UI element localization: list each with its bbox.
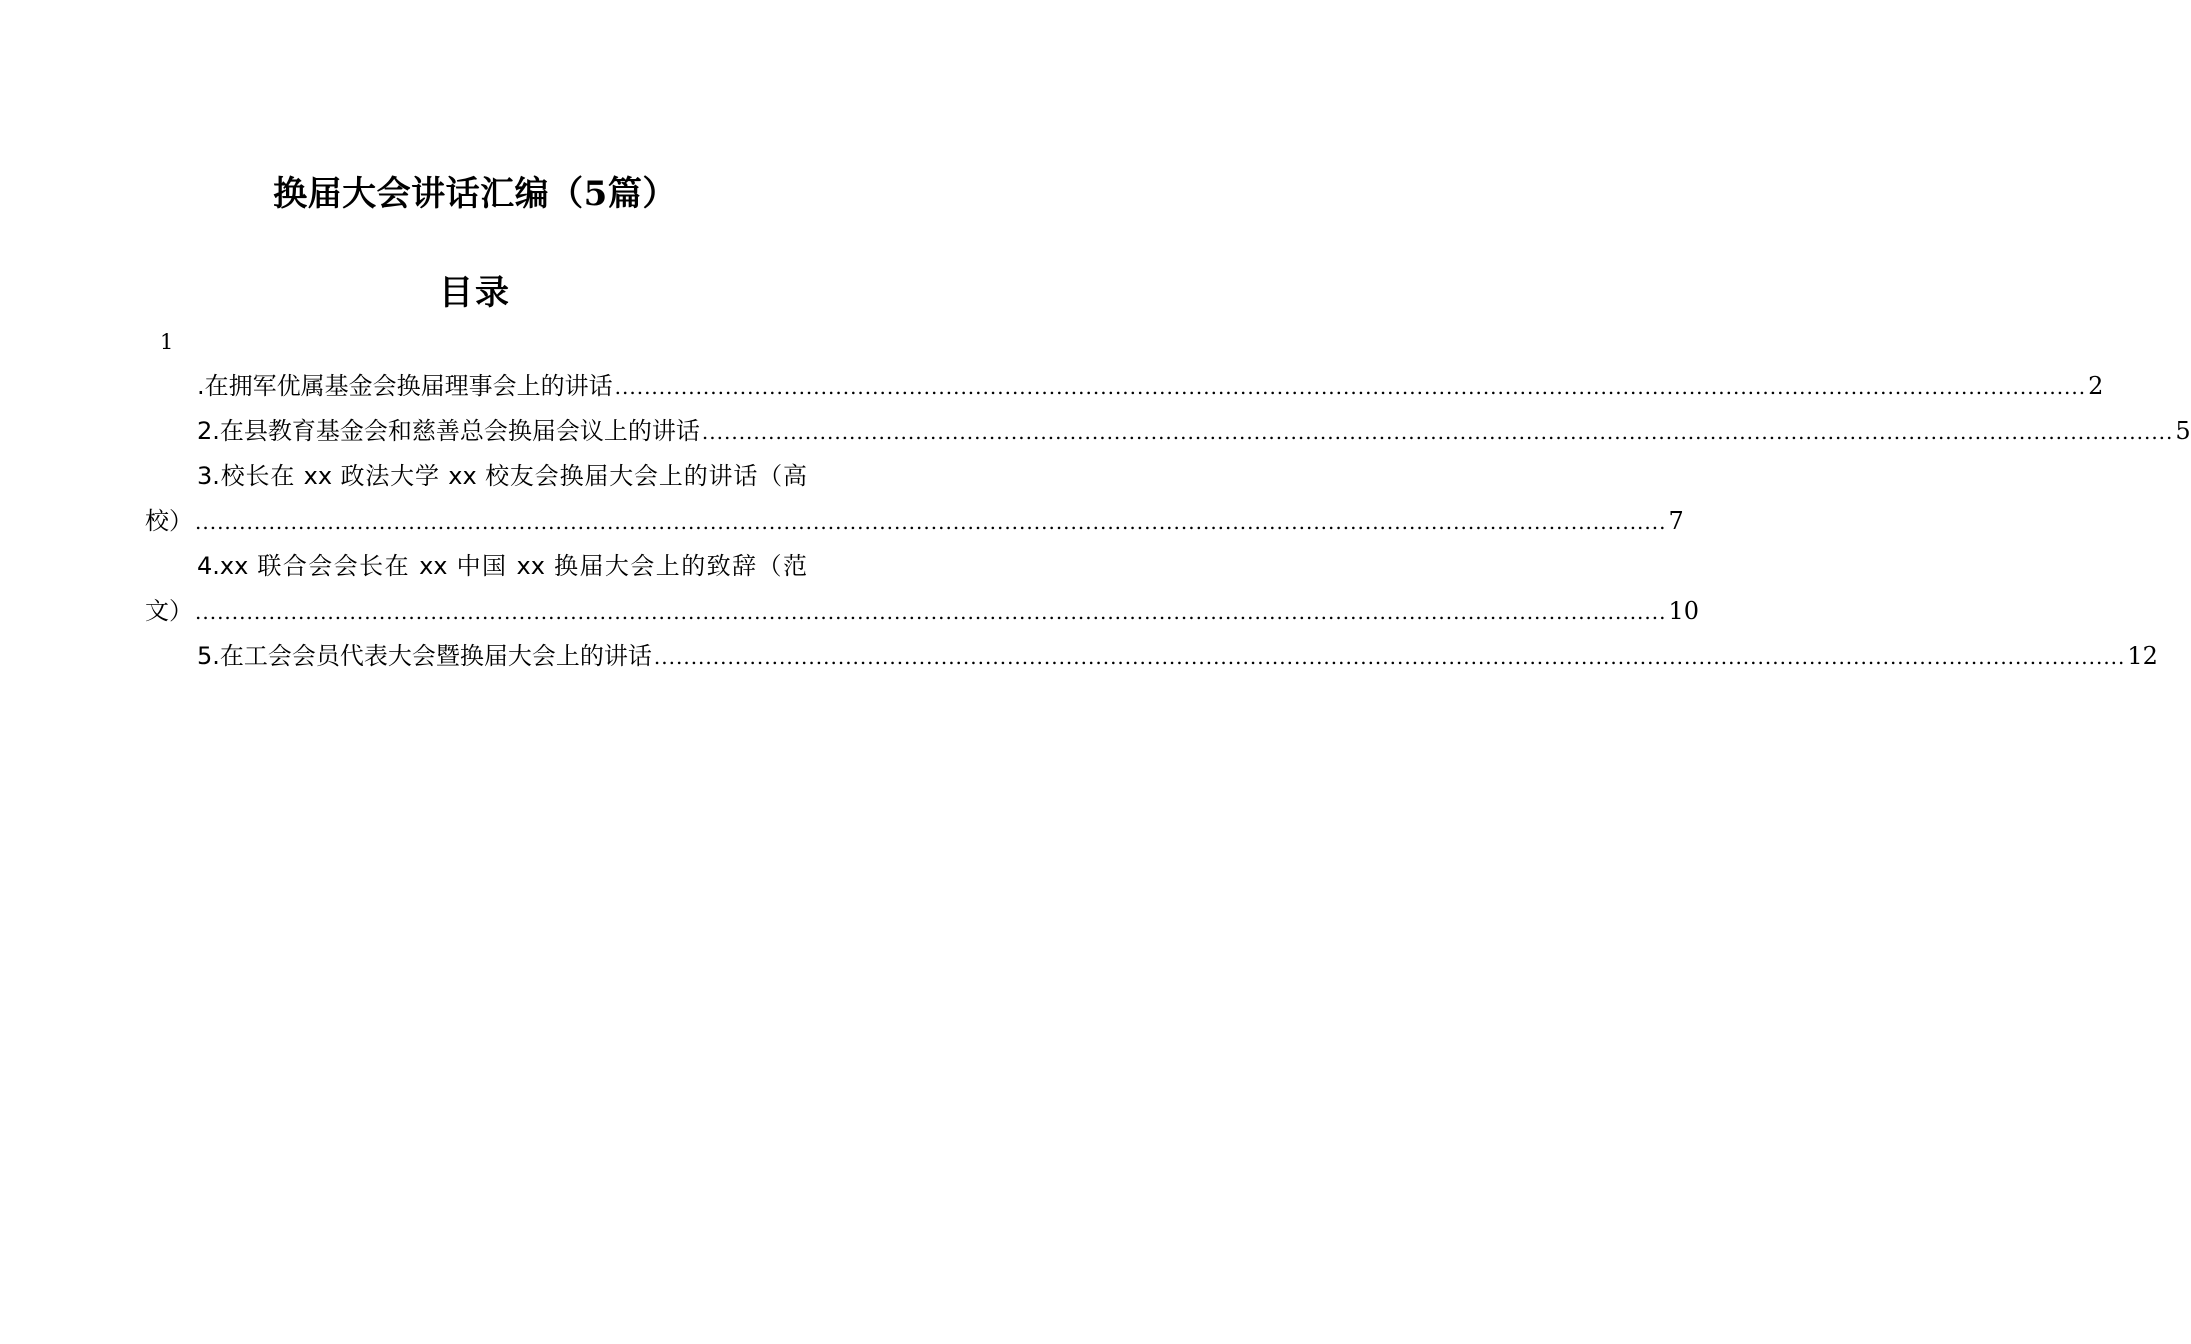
toc-entry-3-continued[interactable] <box>145 499 1684 544</box>
toc-entry-4-continued[interactable] <box>145 589 1700 634</box>
toc-heading: 目录 <box>439 273 511 313</box>
toc-entry-2[interactable] <box>145 409 2191 454</box>
toc-dot-leader: ........................................................................................................................................................................................................ <box>614 375 2087 399</box>
toc-page-number: 2 <box>2088 372 2104 400</box>
toc-dot-leader: ........................................................................................................................................................................................................ <box>195 510 1667 534</box>
table-of-contents <box>145 364 2191 679</box>
toc-entry-title: 3.校长在 xx 政法大学 xx 校友会换届大会上的讲话（高 <box>197 462 807 490</box>
toc-entry-3[interactable] <box>145 454 807 499</box>
toc-page-number: 7 <box>1668 507 1684 535</box>
toc-entry-1[interactable] <box>145 364 2104 409</box>
toc-entry-title: 5.在工会会员代表大会暨换届大会上的讲话 <box>197 642 652 670</box>
toc-entry-title-continued: 文） <box>145 597 193 625</box>
toc-entry-title-continued: 校） <box>145 507 193 535</box>
toc-entry-title: 4.xx 联合会会长在 xx 中国 xx 换届大会上的致辞（范 <box>197 552 807 580</box>
toc-dot-leader: ........................................................................................................................................................................................................ <box>653 645 2126 669</box>
toc-entry-4[interactable] <box>145 544 807 589</box>
toc-page-number: 10 <box>1668 597 1700 625</box>
document-title: 换届大会讲话汇编（5篇） <box>273 174 677 214</box>
toc-dot-leader: ........................................................................................................................................................................................................ <box>195 600 1667 624</box>
toc-page-number: 5 <box>2175 417 2191 445</box>
toc-page-number: 12 <box>2127 642 2158 670</box>
toc-entry-title: .在拥军优属基金会换届理事会上的讲话 <box>197 372 613 400</box>
toc-entry-title: 2.在县教育基金会和慈善总会换届会议上的讲话 <box>197 417 700 445</box>
toc-dot-leader: ........................................................................................................................................................................................................ <box>701 420 2174 444</box>
toc-entry-5[interactable] <box>145 634 2158 679</box>
toc-stray-number: 1 <box>160 330 174 354</box>
